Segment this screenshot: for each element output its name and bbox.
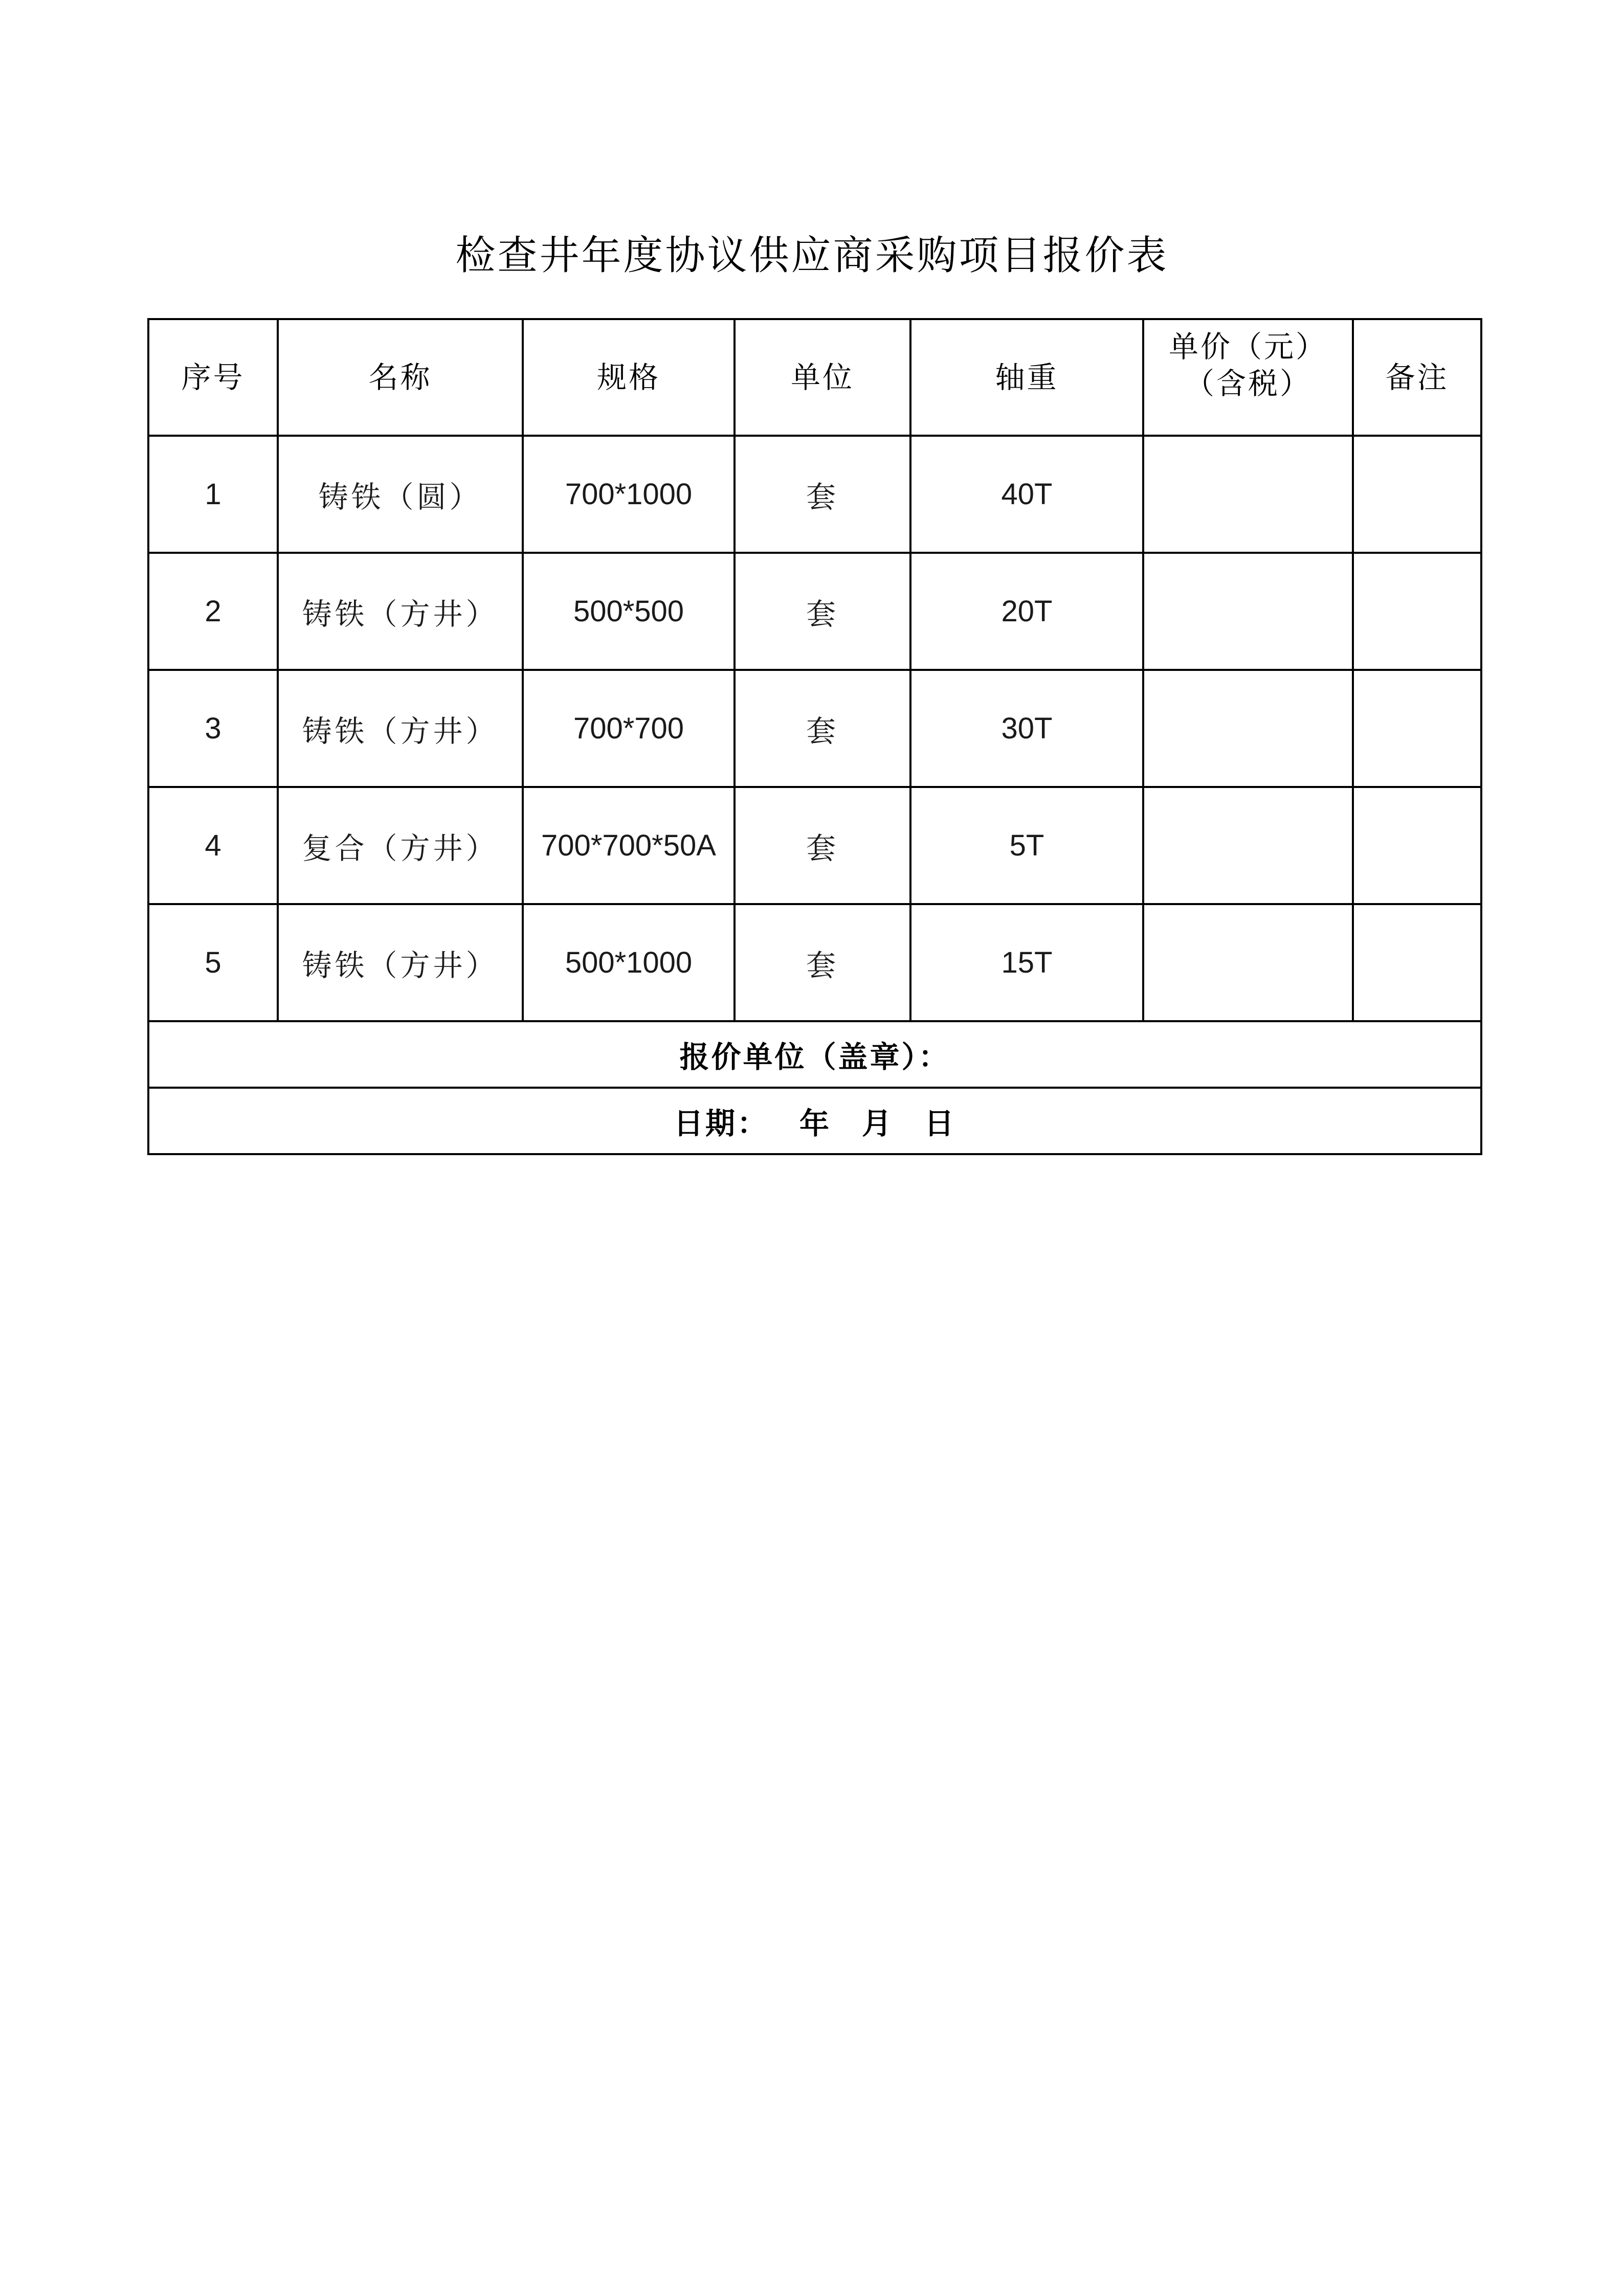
header-remarks: 备注 xyxy=(1353,319,1481,436)
date-cell[interactable] xyxy=(148,1088,1481,1154)
page-title: 检查井年度协议供应商采购项目报价表 xyxy=(455,233,1169,279)
cell-unit-price[interactable] xyxy=(1143,670,1353,787)
cell-name: 复合（方井） xyxy=(278,787,523,904)
header-name: 名称 xyxy=(278,319,523,436)
cell-unit: 套 xyxy=(735,670,910,787)
cell-unit-price[interactable] xyxy=(1143,553,1353,670)
cell-unit-price[interactable] xyxy=(1143,787,1353,904)
quote-table xyxy=(147,318,1482,1155)
cell-spec: 700*1000 xyxy=(523,436,735,553)
cell-axle-load: 5T xyxy=(910,787,1143,904)
cell-remarks[interactable] xyxy=(1353,904,1481,1021)
cell-unit: 套 xyxy=(735,553,910,670)
cell-spec: 500*500 xyxy=(523,553,735,670)
cell-seq: 3 xyxy=(148,670,278,787)
cell-unit-price[interactable] xyxy=(1143,904,1353,1021)
cell-seq: 4 xyxy=(148,787,278,904)
cell-remarks[interactable] xyxy=(1353,436,1481,553)
cell-axle-load: 15T xyxy=(910,904,1143,1021)
header-axle-load: 轴重 xyxy=(910,319,1143,436)
header-seq: 序号 xyxy=(148,319,278,436)
cell-remarks[interactable] xyxy=(1353,553,1481,670)
quoting-unit-row xyxy=(148,1021,1481,1088)
cell-name: 铸铁（圆） xyxy=(278,436,523,553)
cell-unit: 套 xyxy=(735,436,910,553)
table-row xyxy=(148,436,1481,553)
cell-axle-load: 30T xyxy=(910,670,1143,787)
quoting-unit-label[interactable]: 报价单位（盖章）： xyxy=(148,1021,1481,1088)
cell-axle-load: 20T xyxy=(910,553,1143,670)
header-unit-price-line2: （含税） xyxy=(1184,366,1311,401)
header-unit: 单位 xyxy=(735,319,910,436)
table-header-row xyxy=(148,319,1481,436)
cell-unit: 套 xyxy=(735,787,910,904)
date-row xyxy=(148,1088,1481,1154)
cell-seq: 1 xyxy=(148,436,278,553)
header-unit-price-line1: 单价（元） xyxy=(1168,329,1327,364)
cell-spec: 700*700*50A xyxy=(523,787,735,904)
cell-remarks[interactable] xyxy=(1353,670,1481,787)
cell-spec: 500*1000 xyxy=(523,904,735,1021)
cell-unit: 套 xyxy=(735,904,910,1021)
cell-name: 铸铁（方井） xyxy=(278,670,523,787)
day-label: 日 xyxy=(924,1106,956,1141)
cell-axle-load: 40T xyxy=(910,436,1143,553)
year-label: 年 xyxy=(799,1106,831,1141)
header-unit-price xyxy=(1143,319,1353,436)
cell-seq: 2 xyxy=(148,553,278,670)
cell-seq: 5 xyxy=(148,904,278,1021)
cell-name: 铸铁（方井） xyxy=(278,553,523,670)
month-label: 月 xyxy=(862,1106,894,1141)
date-label: 日期： xyxy=(673,1106,769,1141)
cell-spec: 700*700 xyxy=(523,670,735,787)
table-row xyxy=(148,787,1481,904)
header-spec: 规格 xyxy=(523,319,735,436)
cell-remarks[interactable] xyxy=(1353,787,1481,904)
table-row xyxy=(148,553,1481,670)
cell-name: 铸铁（方井） xyxy=(278,904,523,1021)
table-row xyxy=(148,904,1481,1021)
cell-unit-price[interactable] xyxy=(1143,436,1353,553)
table-row xyxy=(148,670,1481,787)
